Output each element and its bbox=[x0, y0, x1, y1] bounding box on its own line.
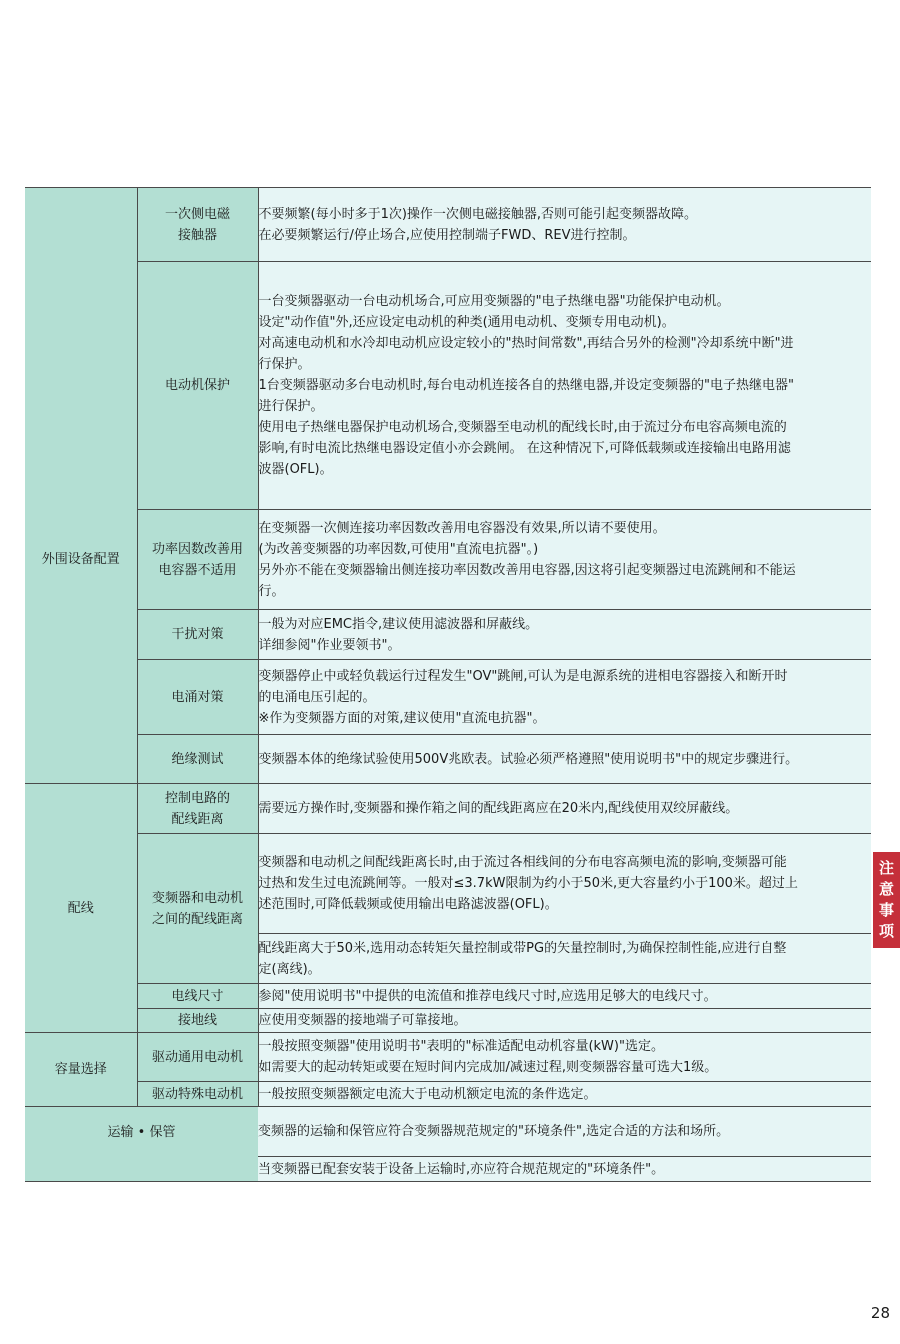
item-motor-distance-desc-b: 配线距离大于50米,选用动态转矩矢量控制或带PG的矢量控制时,为确保控制性能,应进行自整 定(离线)。 bbox=[258, 934, 871, 984]
item-motor-protection-label: 电动机保护 bbox=[137, 262, 258, 510]
category-transport bbox=[25, 1107, 258, 1182]
category-wiring bbox=[25, 784, 137, 1033]
category-label: 容量选择 bbox=[54, 1062, 107, 1077]
section-tab-notes[interactable] bbox=[873, 852, 900, 948]
item-wire-size-desc: 参阅"使用说明书"中提供的电流值和推荐电线尺寸时,应选用足够大的电线尺寸。 bbox=[258, 984, 871, 1009]
table-row bbox=[25, 1009, 871, 1033]
table-row bbox=[25, 1082, 871, 1107]
item-pf-capacitor-label: 功率因数改善用 电容器不适用 bbox=[137, 510, 258, 610]
item-grounding-label: 接地线 bbox=[137, 1009, 258, 1033]
table-row bbox=[25, 262, 871, 510]
item-special-motor-label: 驱动特殊电动机 bbox=[137, 1082, 258, 1107]
category-label: 运输 • 保管 bbox=[107, 1124, 176, 1140]
table-row bbox=[25, 735, 871, 784]
item-contactor-desc: 不要频繁(每小时多于1次)操作一次侧电磁接触器,否则可能引起变频器故障。 在必要频繁运行/停止场合,应使用控制端子FWD、REV进行控制。 bbox=[258, 188, 871, 262]
item-control-distance-label: 控制电路的 配线距离 bbox=[137, 784, 258, 834]
precautions-table bbox=[25, 187, 871, 1182]
table-row bbox=[25, 834, 871, 934]
item-contactor-label: 一次侧电磁 接触器 bbox=[137, 188, 258, 262]
item-surge-label: 电涌对策 bbox=[137, 660, 258, 735]
table-row bbox=[25, 660, 871, 735]
item-special-motor-desc: 一般按照变频器额定电流大于电动机额定电流的条件选定。 bbox=[258, 1082, 871, 1107]
tab-char: 事 bbox=[878, 901, 894, 919]
category-peripheral bbox=[25, 188, 137, 784]
item-insulation-label: 绝缘测试 bbox=[137, 735, 258, 784]
table-row bbox=[25, 1107, 871, 1157]
category-capacity bbox=[25, 1033, 137, 1107]
table-row bbox=[25, 1033, 871, 1082]
item-general-motor-desc: 一般按照变频器"使用说明书"表明的"标准适配电动机容量(kW)"选定。 如需要大的起动转矩或要在短时间内完成加/减速过程,则变频器容量可选大1级。 bbox=[258, 1033, 871, 1082]
item-insulation-desc: 变频器本体的绝缘试验使用500V兆欧表。试验必须严格遵照"使用说明书"中的规定步骤进行。 bbox=[258, 735, 871, 784]
item-wire-size-label: 电线尺寸 bbox=[137, 984, 258, 1009]
table-row bbox=[25, 610, 871, 660]
tab-char: 意 bbox=[878, 880, 894, 898]
item-grounding-desc: 应使用变频器的接地端子可靠接地。 bbox=[258, 1009, 871, 1033]
item-motor-protection-desc: 一台变频器驱动一台电动机场合,可应用变频器的"电子热继电器"功能保护电动机。 设定"动作值"外,还应设定电动机的种类(通用电动机、变频专用电动机)。 对高速电动机和水冷却电动机应设定较小的"热时间常数",再结合另外的检测"冷却系统中断"进 行保护。 1台变频器驱动多台电动机时,每台电动机连接各自的热继电器,并设定变频器的"电子热继电器" 进行保护。 使用电子热继电器保护电动机场合,变频器至电动机的配线长时,由于流过分布电容高频电流的 影响,有时电流比热继电器设定值小亦会跳闸。 在这种情况下,可降低载频或连接输出电路用滤 波器(OFL)。 bbox=[258, 262, 871, 510]
page-number: 28 bbox=[870, 1304, 890, 1322]
item-surge-desc: 变频器停止中或轻负载运行过程发生"OV"跳闸,可认为是电源系统的进相电容器接入和断开时 的电涌电压引起的。 ※作为变频器方面的对策,建议使用"直流电抗器"。 bbox=[258, 660, 871, 735]
category-label: 配线 bbox=[67, 900, 94, 916]
item-transport-desc-a: 变频器的运输和保管应符合变频器规范规定的"环境条件",选定合适的方法和场所。 bbox=[258, 1107, 871, 1157]
tab-char: 注 bbox=[878, 859, 894, 877]
table-row bbox=[25, 188, 871, 262]
item-general-motor-label: 驱动通用电动机 bbox=[137, 1033, 258, 1082]
category-label: 外围设备配置 bbox=[41, 552, 120, 567]
item-pf-capacitor-desc: 在变频器一次侧连接功率因数改善用电容器没有效果,所以请不要使用。 (为改善变频器的功率因数,可使用"直流电抗器"。) 另外亦不能在变频器输出侧连接功率因数改善用电容器,因这将引起变频器过电流跳闸和不能运 行。 bbox=[258, 510, 871, 610]
item-motor-distance-desc-a: 变频器和电动机之间配线距离长时,由于流过各相线间的分布电容高频电流的影响,变频器可能 过热和发生过电流跳闸等。一般对≤3.7kW限制为约小于50米,更大容量约小于100米。超过上 述范围时,可降低载频或使用输出电路滤波器(OFL)。 bbox=[258, 834, 871, 934]
item-emc-desc: 一般为对应EMC指令,建议使用滤波器和屏蔽线。 详细参阅"作业要领书"。 bbox=[258, 610, 871, 660]
table-row bbox=[25, 784, 871, 834]
table-row bbox=[25, 510, 871, 610]
table-row bbox=[25, 984, 871, 1009]
item-emc-label: 干扰对策 bbox=[137, 610, 258, 660]
item-motor-distance-label: 变频器和电动机 之间的配线距离 bbox=[137, 834, 258, 984]
tab-char: 项 bbox=[878, 922, 894, 940]
item-control-distance-desc: 需要远方操作时,变频器和操作箱之间的配线距离应在20米内,配线使用双绞屏蔽线。 bbox=[258, 784, 871, 834]
item-transport-desc-b: 当变频器已配套安装于设备上运输时,亦应符合规范规定的"环境条件"。 bbox=[258, 1157, 871, 1182]
